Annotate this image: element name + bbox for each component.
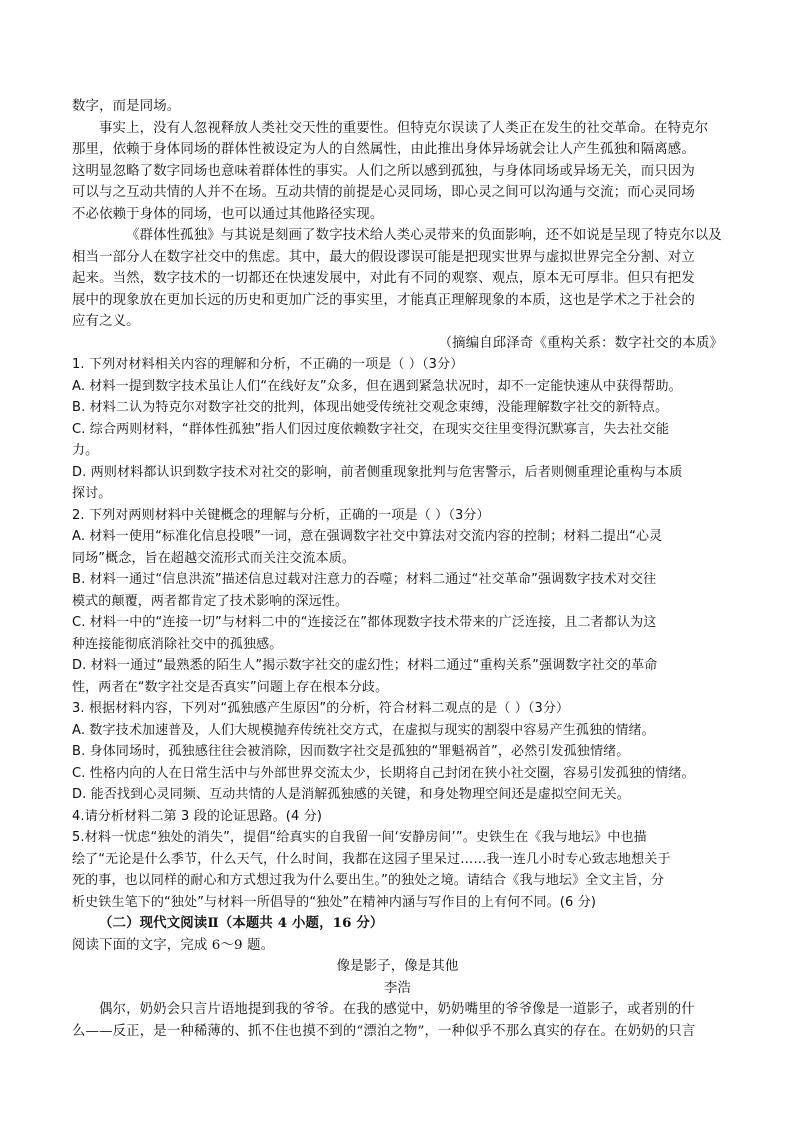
text-line: D. 材料一通过“最熟悉的陌生人”揭示数字社交的虚幻性；材料二通过“重构关系”强调数字社交的革命 [72,658,658,673]
text-line: 绘了“无论是什么季节，什么天气，什么时间，我都在这园子里呆过……我一连几小时专心致志地想关于 [72,851,671,867]
text-line: 探讨。 [72,486,112,501]
text-line: 同场”概念，旨在超越交流形式而关注交流本质。 [72,550,356,566]
text-line: 李浩 [383,980,412,996]
text-line: 1. 下列对材料相关内容的理解和分析，不正确的一项是（ ）（3分） [72,357,464,372]
text-line: 5.材料一忧虑“独处的消失”，提倡“给真实的自我留一间‘安静房间’”。史铁生在《我与地坛》中也描 [72,830,647,845]
text-line: 模式的颠覆，两者都肯定了技术影响的深远性。 [72,593,349,609]
text-line: 偶尔，奶奶会只言片语地提到我的爷爷。在我的感觉中，奶奶嘴里的爷爷像是一道影子，或者别的什 [99,1002,695,1017]
text-line: D. 两则材料都认识到数字技术对社交的影响，前者侧重现象批判与危害警示，后者则侧重理论重构与本质 [72,464,683,480]
text-line: 力。 [72,443,99,458]
text-line: 那里，依赖于身体同场的群体性被设定为人的自然属性，由此推出身体异场就会让人产生孤独和隔离感。 [72,142,695,157]
text-line: B. 身体同场时，孤独感往往会被消除，因而数字社交是孤独的“罪魁祸首”，必然引发孤独情绪。 [72,744,630,759]
text-line: A. 数字技术加速普及，人们大规模抛弃传统社交方式，在虚拟与现实的割裂中容易产生孤独的情绪。 [72,722,655,738]
text-line: 应有之义。 [72,314,140,329]
text-line: 《群体性孤独》与其说是刻画了数字技术给人类心灵带来的负面影响，还不如说是呈现了特克尔以及 [126,228,722,243]
text-line: 2. 下列对两则材料中关键概念的理解与分析，正确的一项是（ ）（3分） [72,507,490,523]
text-line: 起来。当然，数字技术的一切都还在快速发展中，对此有不同的观察、观点，原本无可厚非。但只有把发 [72,271,695,286]
text-line: 这明显忽略了数字同场也意味着群体性的事实。人们之所以感到孤独，与身体同场或异场无关，而只因为 [72,163,695,179]
text-line: C. 综合两则材料，“群体性孤独”指人们因过度依赖数字社交，在现实交往里变得沉默寡言，失去社交能 [72,421,670,437]
text-line: 相当一部分人在数字社交中的焦虑。其中，最大的假设谬误可能是把现实世界与虚拟世界完全分割、对立 [72,249,695,265]
text-line: 阅读下面的文字，完成 6～9 题。 [72,937,275,953]
text-line: D. 能否找到心灵同频、互动共情的人是消解孤独感的关键，和身处物理空间还是虚拟空间无关。 [72,787,630,802]
text-line: 种连接能彻底消除社交中的孤独感。 [72,636,283,652]
text-line: 性，两者在“数字社交是否真实”问题上存在根本分歧。 [72,679,389,695]
text-line: 么——反正，是一种稀薄的、抓不住也摸不到的“漂泊之物”，一种似乎不那么真实的存在。在奶奶的只言 [72,1023,696,1039]
text-line: C. 材料一中的“连接一切”与材料二中的“连接泛在”都体现数字技术带来的广泛连接，且二者都认为这 [72,615,657,630]
text-line: C. 性格内向的人在日常生活中与外部世界交流太少，长期将自己封闭在狭小社交圈，容易引发孤独的情绪。 [72,765,695,781]
text-line: B. 材料一通过“信息洪流”描述信息过载对注意力的吞噬；材料二通过“社交革命”强调数字技术对交往 [72,572,657,587]
text-line: A. 材料一提到数字技术虽让人们“在线好友”众多，但在遇到紧急状况时，却不一定能快速从中获得帮助。 [72,378,682,394]
text-line: （摘编自邱泽奇《重构关系：数字社交的本质》 [438,335,723,351]
text-line: （二）现代文阅读Ⅱ（本题共 4 小题，16 分） [99,915,384,931]
text-line: 死的事，也以同样的耐心和方式想过我为什么要出生。”的独处之境。请结合《我与地坛》全文主旨，分 [72,873,665,888]
text-line: 析史铁生笔下的“独处”与材料一所倡导的“独处”在精神内涵与写作目的上有何不同。(6 分) [72,894,597,910]
text-line: B. 材料二认为特克尔对数字社交的批判，体现出她受传统社交观念束缚，没能理解数字社交的新特点。 [72,400,669,415]
text-line: 事实上，没有人忽视释放人类社交天性的重要性。但特克尔误读了人类正在发生的社交革命。在特克尔 [99,120,709,136]
text-line: 像是影子，像是其他 [336,959,459,974]
document-page [72,96,723,1042]
text-line: 4.请分析材料二第 3 段的论证思路。(4 分) [72,808,323,824]
text-line: A. 材料一使用“标准化信息投喂”一词，意在强调数字社交中算法对交流内容的控制；材料二提出“心灵 [72,529,663,544]
text-line: 可以与之互动共情的人并不在场。互动共情的前提是心灵同场，即心灵之间可以沟通与交流；而心灵同场 [72,185,695,200]
text-line: 展中的现象放在更加长远的历史和更加广泛的事实里，才能真正理解现象的本质，这也是学术之于社会的 [72,292,695,308]
text-line: 3. 根据材料内容，下列对“孤独感产生原因”的分析，符合材料二观点的是（ ）（3分） [72,701,570,716]
text-line: 数字，而是同场。 [72,99,181,114]
text-line: 不必依赖于身体的同场，也可以通过其他路径实现。 [72,206,384,222]
